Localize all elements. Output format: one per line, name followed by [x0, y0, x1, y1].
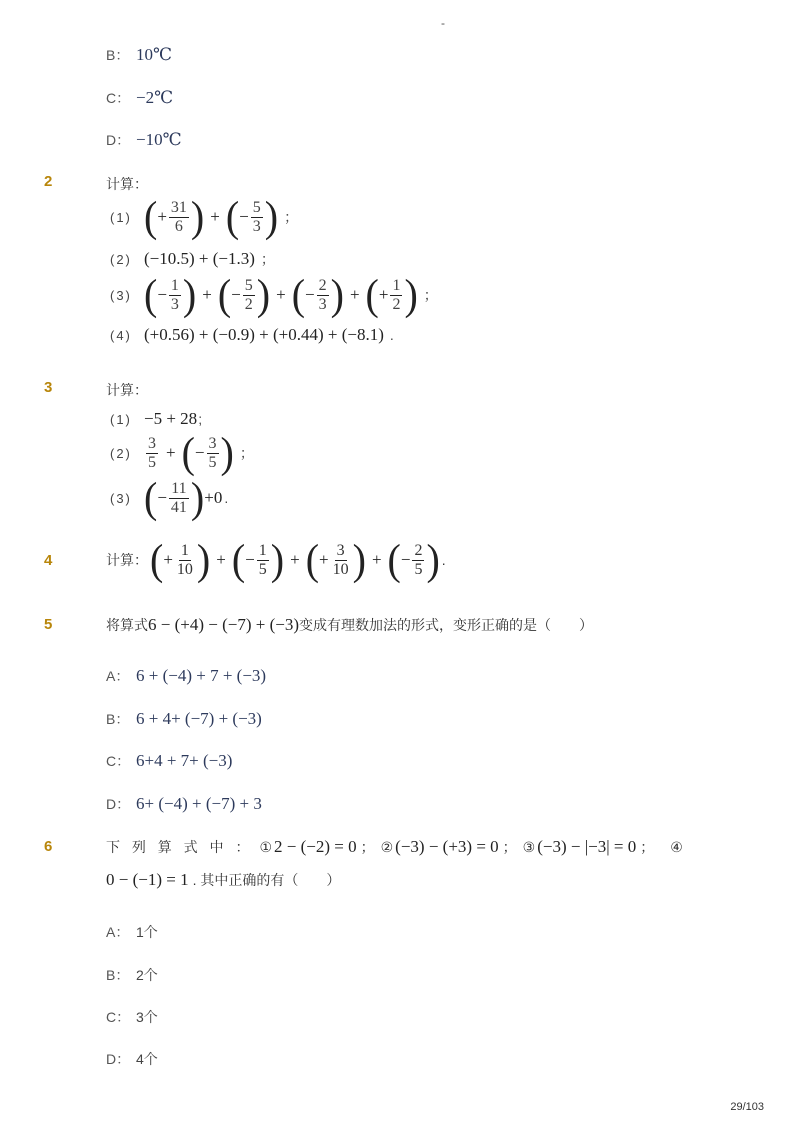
- right-paren: ): [264, 192, 279, 241]
- denominator: 3: [252, 217, 261, 235]
- right-paren: ): [270, 535, 285, 584]
- denominator: 5: [208, 453, 217, 471]
- stem-text: . 其中正确的有（ ）: [192, 872, 341, 888]
- q4-stem: [106, 535, 446, 584]
- left-paren: (: [231, 535, 246, 584]
- option-value: 6 + 4+ (−7) + (−3): [136, 709, 262, 728]
- sign: +: [163, 550, 173, 569]
- expression-tail: +0: [204, 488, 223, 507]
- option-label: B：: [106, 47, 130, 63]
- right-paren: ): [182, 270, 197, 319]
- option-label: A：: [106, 668, 130, 684]
- line-number: (3): [110, 490, 132, 506]
- fraction: [146, 435, 158, 472]
- option-value: 6 + (−4) + 7 + (−3): [136, 666, 267, 685]
- question-number-5: 5: [44, 616, 53, 633]
- option-value: 4个: [136, 1051, 158, 1067]
- q6-option-d[interactable]: [106, 1049, 158, 1069]
- right-paren: ): [196, 535, 211, 584]
- header-mark: -: [441, 16, 445, 30]
- option-label: C：: [106, 753, 131, 769]
- option-label: D：: [106, 1051, 131, 1067]
- fraction: [243, 277, 255, 314]
- item-mark: ②: [380, 838, 394, 855]
- numerator: 5: [244, 276, 253, 294]
- numerator: 5: [252, 198, 261, 216]
- fraction: [169, 199, 189, 236]
- item-end: ；: [640, 839, 655, 855]
- q5-option-c[interactable]: [106, 751, 232, 771]
- left-paren: (: [150, 535, 164, 584]
- expression: (+0.56) + (−0.9) + (+0.44) + (−8.1): [144, 325, 384, 344]
- option-value: −10℃: [136, 130, 182, 149]
- left-paren: (: [144, 192, 158, 241]
- fraction: [251, 199, 263, 236]
- option-label: B：: [106, 711, 130, 727]
- item-mark: ①: [259, 838, 273, 855]
- denominator: 3: [170, 295, 179, 313]
- denominator: 2: [244, 295, 253, 313]
- line-end: ；: [423, 287, 438, 303]
- operator: +: [290, 550, 300, 569]
- line-number: (2): [110, 445, 132, 461]
- sign: +: [378, 285, 389, 304]
- line-end: ;: [198, 411, 203, 427]
- expression: −5 + 28: [144, 409, 198, 428]
- q6-stem-line-2: [106, 870, 340, 890]
- operator: +: [166, 443, 176, 462]
- line-number: (1): [110, 209, 132, 225]
- numerator: 2: [318, 276, 327, 294]
- item-expression: (−3) − |−3| = 0: [537, 837, 637, 856]
- q3-line-1: [110, 409, 202, 429]
- sign: −: [400, 550, 411, 569]
- numerator: 2: [414, 541, 423, 559]
- right-paren: ): [190, 192, 205, 241]
- left-paren: (: [365, 270, 379, 319]
- fraction: [169, 277, 181, 314]
- option-label: D：: [106, 132, 131, 148]
- item-end: ；: [360, 839, 375, 855]
- fraction: [257, 542, 269, 579]
- numerator: 1: [180, 541, 189, 559]
- option-label: B：: [106, 967, 130, 983]
- left-paren: (: [144, 270, 158, 319]
- fraction: [207, 435, 219, 472]
- item-mark: ④: [670, 838, 683, 855]
- right-paren: ): [220, 428, 234, 477]
- option-label: C：: [106, 90, 131, 106]
- numerator: 11: [171, 479, 187, 497]
- operator: +: [210, 207, 220, 226]
- fraction: [317, 277, 329, 314]
- sign: −: [231, 285, 241, 304]
- fraction: [175, 542, 195, 579]
- q1-option-b[interactable]: [106, 45, 172, 65]
- expression: (−10.5) + (−1.3): [144, 249, 255, 268]
- numerator: 1: [392, 276, 401, 294]
- sign: −: [157, 488, 167, 507]
- item-expression: 0 − (−1) = 1: [106, 870, 189, 889]
- line-number: (4): [110, 327, 132, 343]
- q1-option-c[interactable]: [106, 88, 173, 108]
- q3-line-2: [110, 428, 254, 477]
- q4-stem-label: 计算：: [106, 552, 148, 568]
- question-number-3: 3: [44, 379, 53, 396]
- operator: +: [349, 285, 360, 304]
- left-paren: (: [144, 473, 158, 522]
- stem-text: 将算式: [106, 617, 148, 633]
- q6-option-c[interactable]: [106, 1007, 158, 1027]
- line-end: .: [389, 327, 394, 343]
- denominator: 10: [176, 560, 193, 578]
- numerator: 1: [170, 276, 179, 294]
- q2-line-3: [110, 270, 438, 319]
- numerator: 31: [170, 198, 187, 216]
- sign: −: [157, 285, 167, 304]
- page-number: 29/103: [730, 1101, 764, 1113]
- q5-stem: [106, 615, 593, 635]
- q3-stem: 计算：: [106, 382, 148, 398]
- q6-option-a[interactable]: [106, 922, 158, 942]
- line-number: (1): [110, 411, 132, 427]
- numerator: 1: [258, 541, 267, 559]
- line-end: .: [441, 552, 446, 568]
- q2-stem: 计算：: [106, 176, 148, 192]
- left-paren: (: [387, 535, 401, 584]
- sign: −: [305, 285, 315, 304]
- q2-line-1: [110, 192, 299, 241]
- denominator: 2: [392, 295, 401, 313]
- sign: −: [245, 550, 255, 569]
- denominator: 10: [332, 560, 349, 578]
- item-end: ；: [502, 839, 517, 855]
- option-value: 6+ (−4) + (−7) + 3: [136, 794, 262, 813]
- line-number: (2): [110, 251, 132, 267]
- left-paren: (: [291, 270, 306, 319]
- line-end: .: [224, 490, 229, 506]
- operator: +: [276, 285, 286, 304]
- item-expression: 2 − (−2) = 0: [274, 837, 357, 856]
- operator: +: [216, 550, 226, 569]
- numerator: 3: [208, 434, 217, 452]
- line-end: ；: [239, 445, 254, 461]
- denominator: 6: [174, 217, 183, 235]
- q5-option-d[interactable]: [106, 794, 262, 814]
- option-value: 6+4 + 7+ (−3): [136, 751, 233, 770]
- option-label: C：: [106, 1009, 131, 1025]
- sign: +: [157, 207, 167, 226]
- operator: +: [371, 550, 382, 569]
- denominator: 5: [148, 453, 156, 471]
- denominator: 5: [414, 560, 423, 578]
- fraction: [412, 542, 424, 579]
- q5-option-b[interactable]: [106, 709, 262, 729]
- stem-expression: 6 − (+4) − (−7) + (−3): [148, 615, 299, 634]
- right-paren: ): [404, 270, 418, 319]
- q1-option-d[interactable]: [106, 130, 182, 150]
- q2-line-2: [110, 249, 275, 269]
- item-expression: (−3) − (+3) = 0: [395, 837, 499, 856]
- right-paren: ): [352, 535, 366, 584]
- option-value: 2个: [136, 967, 158, 983]
- item-mark: ③: [522, 838, 536, 855]
- left-paren: (: [305, 535, 320, 584]
- right-paren: ): [330, 270, 344, 319]
- q5-option-a[interactable]: [106, 666, 266, 686]
- numerator: 3: [148, 434, 156, 452]
- option-value: 3个: [136, 1009, 158, 1025]
- q6-option-b[interactable]: [106, 965, 158, 985]
- fraction: [331, 542, 351, 579]
- denominator: 41: [170, 498, 187, 516]
- question-number-4: 4: [44, 552, 53, 569]
- line-end: ；: [260, 251, 275, 267]
- sign: +: [319, 550, 329, 569]
- denominator: 5: [258, 560, 267, 578]
- line-end: ；: [284, 209, 299, 225]
- option-label: A：: [106, 924, 130, 940]
- q6-stem-line-1: [106, 837, 716, 857]
- stem-text: 下 列 算 式 中 ：: [106, 839, 254, 855]
- fraction: [169, 480, 189, 517]
- q3-line-3: [110, 473, 229, 522]
- right-paren: ): [426, 535, 440, 584]
- question-number-2: 2: [44, 173, 53, 190]
- question-number-6: 6: [44, 838, 53, 855]
- left-paren: (: [225, 192, 240, 241]
- numerator: 3: [336, 541, 345, 559]
- fraction: [390, 277, 402, 314]
- right-paren: ): [256, 270, 271, 319]
- line-number: (3): [110, 287, 132, 303]
- denominator: 3: [318, 295, 327, 313]
- sign: −: [194, 443, 205, 462]
- left-paren: (: [181, 428, 195, 477]
- right-paren: ): [190, 473, 205, 522]
- q2-line-4: [110, 325, 394, 345]
- left-paren: (: [217, 270, 232, 319]
- stem-text: 变成有理数加法的形式，变形正确的是（ ）: [299, 617, 593, 633]
- option-value: 10℃: [136, 45, 173, 64]
- option-value: 1个: [136, 924, 158, 940]
- sign: −: [239, 207, 249, 226]
- option-value: −2℃: [136, 88, 174, 107]
- option-label: D：: [106, 796, 131, 812]
- operator: +: [202, 285, 212, 304]
